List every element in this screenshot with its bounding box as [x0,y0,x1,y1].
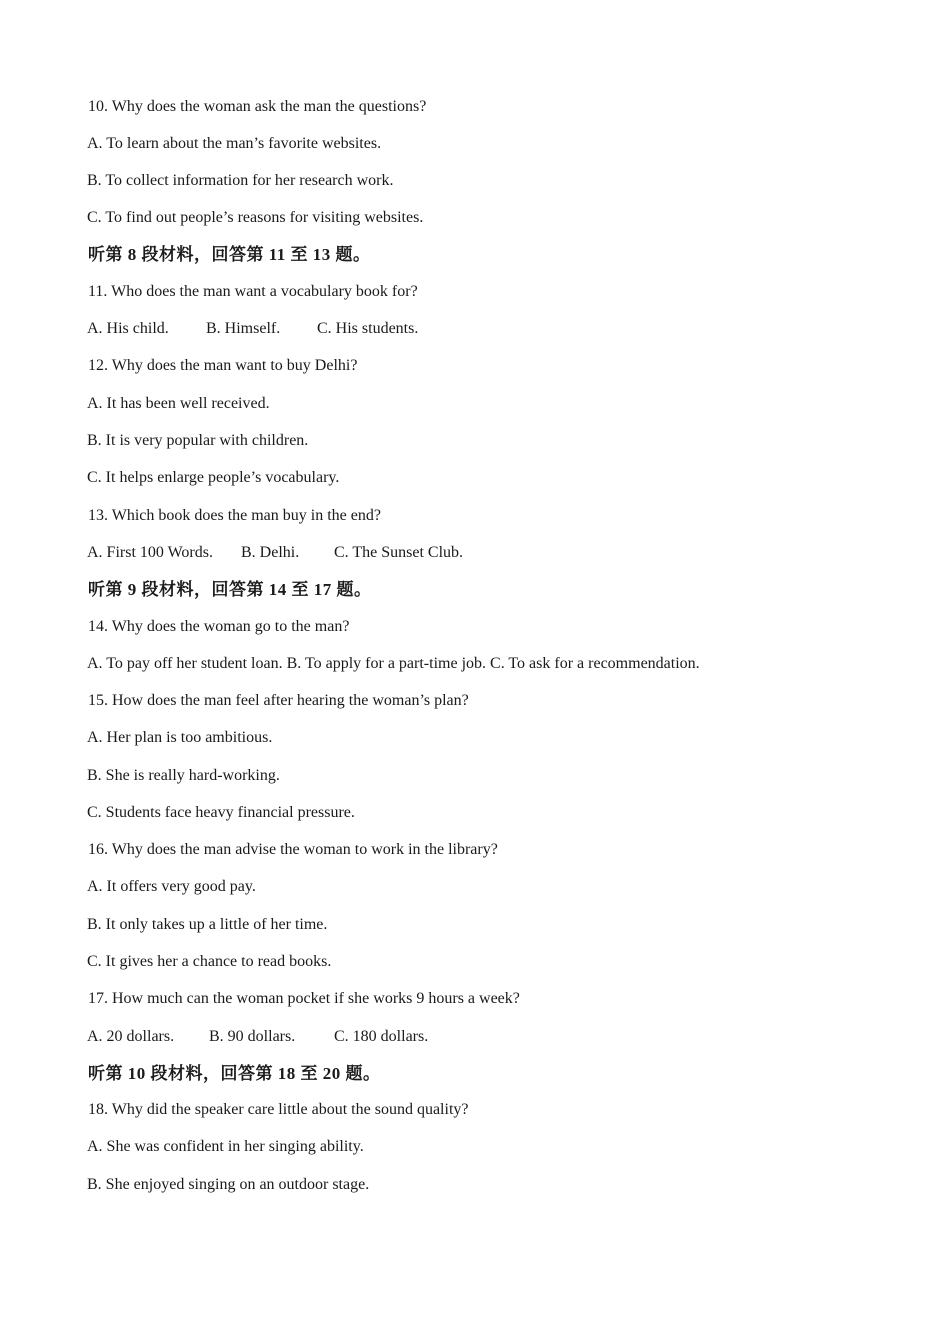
option-10b: B. To collect information for her research work. [87,172,394,189]
question-15: 15. How does the man feel after hearing the woman’s plan? [88,692,469,709]
option-12c: C. It helps enlarge people’s vocabulary. [87,469,340,486]
options-17 [87,1027,428,1047]
option-16a: A. It offers very good pay. [87,878,256,895]
section-header-8: 听第 8 段材料，回答第 11 至 13 题。 [88,245,371,264]
option-11b: B. Himself. [206,320,281,337]
options-14: A. To pay off her student loan. B. To apply for a part-time job. C. To ask for a recommendation. [87,655,700,672]
option-18a: A. She was confident in her singing ability. [87,1138,364,1155]
option-13c: C. The Sunset Club. [334,544,464,561]
options-11 [87,319,418,339]
option-16b: B. It only takes up a little of her time. [87,916,328,933]
question-18: 18. Why did the speaker care little about the sound quality? [88,1101,469,1118]
option-13b: B. Delhi. [241,544,300,561]
question-13: 13. Which book does the man buy in the end? [88,507,381,524]
option-15c: C. Students face heavy financial pressure. [87,804,355,821]
option-11c: C. His students. [317,320,419,337]
question-16: 16. Why does the man advise the woman to work in the library? [88,841,498,858]
question-12: 12. Why does the man want to buy Delhi? [88,357,358,374]
section-header-9: 听第 9 段材料，回答第 14 至 17 题。 [88,580,372,599]
option-17a: A. 20 dollars. [87,1028,175,1045]
question-11: 11. Who does the man want a vocabulary book for? [88,283,418,300]
question-17: 17. How much can the woman pocket if she works 9 hours a week? [88,990,520,1007]
option-10c: C. To find out people’s reasons for visiting websites. [87,209,424,226]
option-17c: C. 180 dollars. [334,1028,429,1045]
option-17b: B. 90 dollars. [209,1028,296,1045]
question-10: 10. Why does the woman ask the man the questions? [88,98,427,115]
question-14: 14. Why does the woman go to the man? [88,618,350,635]
option-18b: B. She enjoyed singing on an outdoor stage. [87,1176,370,1193]
option-16c: C. It gives her a chance to read books. [87,953,332,970]
option-13a: A. First 100 Words. [87,544,213,561]
section-header-10: 听第 10 段材料，回答第 18 至 20 题。 [88,1064,381,1083]
options-13 [87,543,463,563]
option-15a: A. Her plan is too ambitious. [87,729,273,746]
option-10a: A. To learn about the man’s favorite websites. [87,135,382,152]
option-12a: A. It has been well received. [87,395,270,412]
option-15b: B. She is really hard-working. [87,767,280,784]
option-11a: A. His child. [87,320,169,337]
option-12b: B. It is very popular with children. [87,432,309,449]
